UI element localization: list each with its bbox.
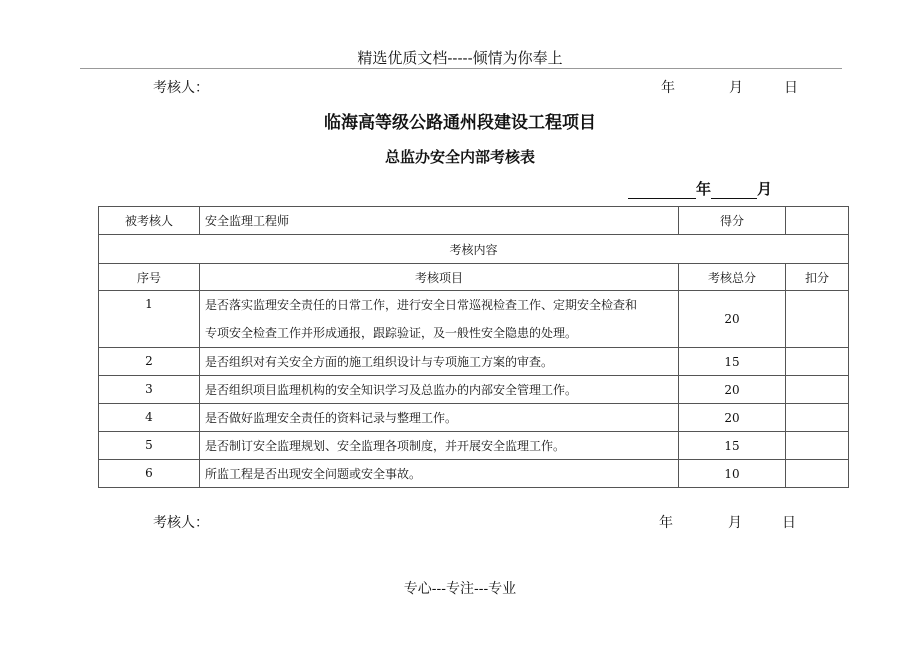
row-seq: 5 [99, 432, 200, 460]
row-total: 15 [679, 432, 786, 460]
row-deduct[interactable] [786, 348, 849, 376]
row-deduct[interactable] [786, 404, 849, 432]
row-deduct[interactable] [786, 432, 849, 460]
assessment-table [98, 206, 849, 488]
header-divider [80, 68, 842, 69]
page-header: 精选优质文档-----倾情为你奉上 [357, 49, 563, 67]
top-reviewer-label: 考核人： [153, 80, 209, 96]
header-row [99, 264, 849, 291]
bottom-reviewer-label: 考核人： [153, 515, 209, 531]
period-year-label: 年 [696, 180, 712, 198]
page-footer: 专心---专注---专业 [403, 581, 517, 597]
table-row [99, 404, 849, 432]
row-item: 所监工程是否出现安全问题或安全事故。 [200, 460, 679, 488]
bottom-day-label: 日 [782, 515, 796, 531]
score-label: 得分 [679, 207, 786, 235]
content-row [99, 235, 849, 264]
period-line [628, 178, 772, 199]
examinee-row [99, 207, 849, 235]
top-day-label: 日 [784, 80, 798, 96]
examinee-label: 被考核人 [99, 207, 200, 235]
content-label: 考核内容 [99, 235, 849, 264]
month-blank[interactable] [711, 182, 757, 199]
document-subtitle: 总监办安全内部考核表 [384, 148, 535, 166]
bottom-month-label: 月 [728, 515, 742, 531]
row-item: 是否组织对有关安全方面的施工组织设计与专项施工方案的审查。 [200, 348, 679, 376]
examinee-value: 安全监理工程师 [200, 207, 679, 235]
row-seq: 3 [99, 376, 200, 404]
row-item-line: 是否落实监理安全责任的日常工作，进行安全日常巡视检查工作、定期安全检查和 [205, 298, 638, 312]
row-total: 20 [679, 291, 786, 348]
row-deduct[interactable] [786, 460, 849, 488]
row-item: 是否做好监理安全责任的资料记录与整理工作。 [200, 404, 679, 432]
row-item: 是否组织项目监理机构的安全知识学习及总监办的内部安全管理工作。 [200, 376, 679, 404]
row-total: 20 [679, 404, 786, 432]
year-blank[interactable] [628, 182, 696, 199]
col-header-total: 考核总分 [679, 264, 786, 291]
row-seq: 2 [99, 348, 200, 376]
row-deduct[interactable] [786, 376, 849, 404]
col-header-seq: 序号 [99, 264, 200, 291]
document-title: 临海高等级公路通州段建设工程项目 [324, 113, 596, 133]
row-item: 是否制订安全监理规划、安全监理各项制度，并开展安全监理工作。 [200, 432, 679, 460]
top-month-label: 月 [729, 80, 743, 96]
row-item-line: 专项安全检查工作并形成通报，跟踪验证，及一般性安全隐患的处理。 [205, 326, 578, 340]
row-total: 10 [679, 460, 786, 488]
row-seq: 1 [99, 291, 200, 348]
row-total: 15 [679, 348, 786, 376]
row-total: 20 [679, 376, 786, 404]
row-item [200, 291, 679, 348]
row-deduct[interactable] [786, 291, 849, 348]
col-header-deduct: 扣分 [786, 264, 849, 291]
table-row [99, 460, 849, 488]
table-row [99, 291, 849, 348]
table-row [99, 348, 849, 376]
period-month-label: 月 [757, 180, 773, 198]
table-row [99, 376, 849, 404]
score-cell[interactable] [786, 207, 849, 235]
col-header-item: 考核项目 [200, 264, 679, 291]
row-seq: 6 [99, 460, 200, 488]
table-row [99, 432, 849, 460]
bottom-year-label: 年 [659, 515, 673, 531]
top-year-label: 年 [661, 80, 675, 96]
row-seq: 4 [99, 404, 200, 432]
